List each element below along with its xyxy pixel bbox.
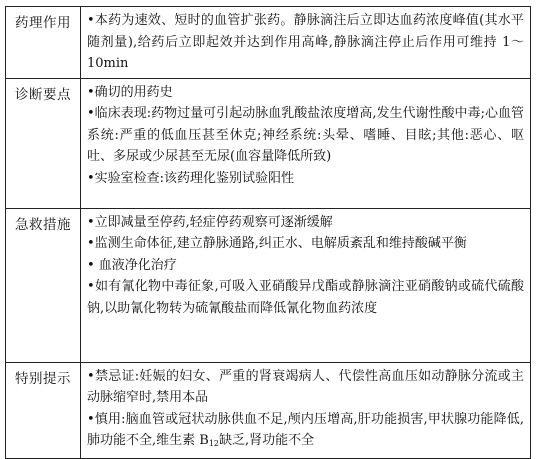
row-content-pharmacology xyxy=(81,7,531,79)
row-label-special-notes: 特别提示 xyxy=(6,362,81,458)
list-item-caution xyxy=(87,409,524,455)
drug-info-table xyxy=(5,6,531,459)
list-item: •实验室检查:该药理化鉴别试验阳性 xyxy=(87,170,295,186)
list-item: •本药为速效、短时的血管扩张药。静脉滴注后立即达血药浓度峰值(其水平随剂量),给药后立即起效并达到作用高峰,静脉滴注停止后作用可维持 1～10min xyxy=(87,13,524,71)
row-label-emergency: 急救措施 xyxy=(6,208,81,362)
list-item: •临床表现:药物过量可引起动脉血乳酸盐浓度增高,发生代谢性酸中毒;心血管系统:严重的低血压甚至休克;神经系统:头晕、嗜睡、目眩;其他:恶心、呕吐、多尿或少尿甚至无尿(血容量降低所致) xyxy=(87,106,524,164)
list-item: •确切的用药史 xyxy=(87,84,173,100)
row-content-diagnosis xyxy=(81,78,531,208)
list-item: •立即减量至停药,轻症停药观察可逐渐缓解 xyxy=(87,214,333,230)
table-row xyxy=(6,208,531,362)
table-row xyxy=(6,7,531,79)
row-label-pharmacology: 药理作用 xyxy=(6,7,81,79)
table-row xyxy=(6,362,531,458)
list-item: •禁忌证:妊娠的妇女、严重的肾衰竭病人、代偿性高血压如动静脉分流或主动脉缩窄时,禁用本品 xyxy=(87,368,524,405)
list-item: • 血液净化治疗 xyxy=(87,257,177,273)
list-item: •监测生命体征,建立静脉通路,纠正水、电解质紊乱和维持酸碱平衡 xyxy=(87,236,467,251)
row-content-special-notes xyxy=(81,362,531,458)
caution-text-end: 缺乏,肾功能不全 xyxy=(219,433,315,448)
row-content-emergency xyxy=(81,208,531,362)
row-label-diagnosis: 诊断要点 xyxy=(6,78,81,208)
list-item: •如有氰化物中毒征象,可吸入亚硝酸异戊酯或静脉滴注亚硝酸钠或硫代硫酸钠,以助氰化物转为硫氰酸盐而降低氰化物血药浓度 xyxy=(87,279,524,316)
caution-text: •慎用:脑血管或冠状动脉供血不足,颅内压增高,肝功能损害,甲状腺功能降低,肺功能不全,维生素 B xyxy=(87,411,524,448)
table-row xyxy=(6,78,531,208)
vitamin-subscript: 12 xyxy=(208,439,220,448)
